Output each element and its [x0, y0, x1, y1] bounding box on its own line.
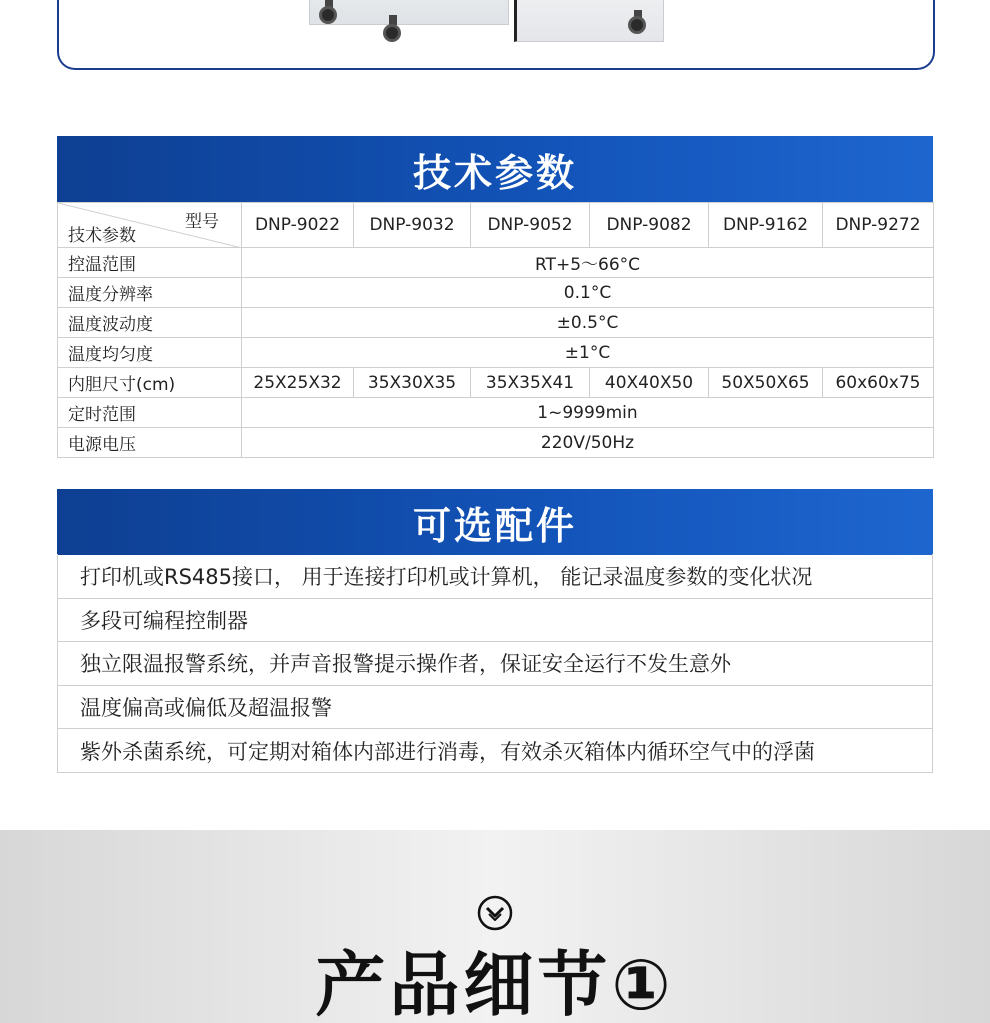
cabinet-body: [309, 0, 509, 25]
model-header: DNP-9272: [823, 203, 934, 248]
caster-wheel-icon: [319, 6, 337, 24]
param-label: 温度分辨率: [58, 278, 242, 308]
param-value: ±0.5°C: [242, 308, 934, 338]
param-value: 35X30X35: [354, 368, 471, 398]
param-label: 电源电压: [58, 428, 242, 458]
table-row: [58, 248, 934, 278]
model-header: DNP-9032: [354, 203, 471, 248]
table-row: [58, 428, 934, 458]
list-item: 温度偏高或偏低及超温报警: [58, 685, 932, 729]
param-value: 60x60x75: [823, 368, 934, 398]
corner-cell: [58, 203, 242, 248]
spec-section-title: 技术参数: [57, 136, 933, 202]
model-header: DNP-9082: [590, 203, 709, 248]
table-row: [58, 278, 934, 308]
table-row: [58, 308, 934, 338]
spec-table: [57, 202, 934, 458]
caster-wheel-icon: [383, 24, 401, 42]
list-item: 紫外杀菌系统，可定期对箱体内部进行消毒，有效杀灭箱体内循环空气中的浮菌: [58, 728, 932, 772]
list-item: 多段可编程控制器: [58, 598, 932, 642]
param-value: 0.1°C: [242, 278, 934, 308]
table-row: [58, 338, 934, 368]
param-label: 定时范围: [58, 398, 242, 428]
chevron-down-circle-icon: [477, 895, 513, 931]
model-header: DNP-9052: [471, 203, 590, 248]
corner-param-label: 技术参数: [68, 226, 136, 246]
model-header: DNP-9162: [709, 203, 823, 248]
param-value: 40X40X50: [590, 368, 709, 398]
accessories-section-title: 可选配件: [57, 489, 933, 555]
param-label: 内胆尺寸(cm): [58, 368, 242, 398]
table-header-row: [58, 203, 934, 248]
param-label: 温度均匀度: [58, 338, 242, 368]
table-row: [58, 368, 934, 398]
param-value: 220V/50Hz: [242, 428, 934, 458]
param-value: 1~9999min: [242, 398, 934, 428]
list-item: 打印机或RS485接口， 用于连接打印机或计算机， 能记录温度参数的变化状况: [80, 564, 813, 589]
param-value: 35X35X41: [471, 368, 590, 398]
param-label: 控温范围: [58, 248, 242, 278]
param-value: 25X25X32: [242, 368, 354, 398]
param-value: RT+5～66°C: [242, 248, 934, 278]
table-row: [58, 398, 934, 428]
product-image-frame: [57, 0, 935, 70]
corner-model-label: 型号: [185, 212, 219, 232]
caster-wheel-icon: [628, 16, 646, 34]
list-item: 独立限温报警系统，并声音报警提示操作者，保证安全运行不发生意外: [58, 641, 932, 685]
accessories-list: [57, 554, 933, 773]
model-header: DNP-9022: [242, 203, 354, 248]
param-value: ±1°C: [242, 338, 934, 368]
param-label: 温度波动度: [58, 308, 242, 338]
param-value: 50X50X65: [709, 368, 823, 398]
product-detail-title: 产品细节①: [315, 944, 675, 1023]
